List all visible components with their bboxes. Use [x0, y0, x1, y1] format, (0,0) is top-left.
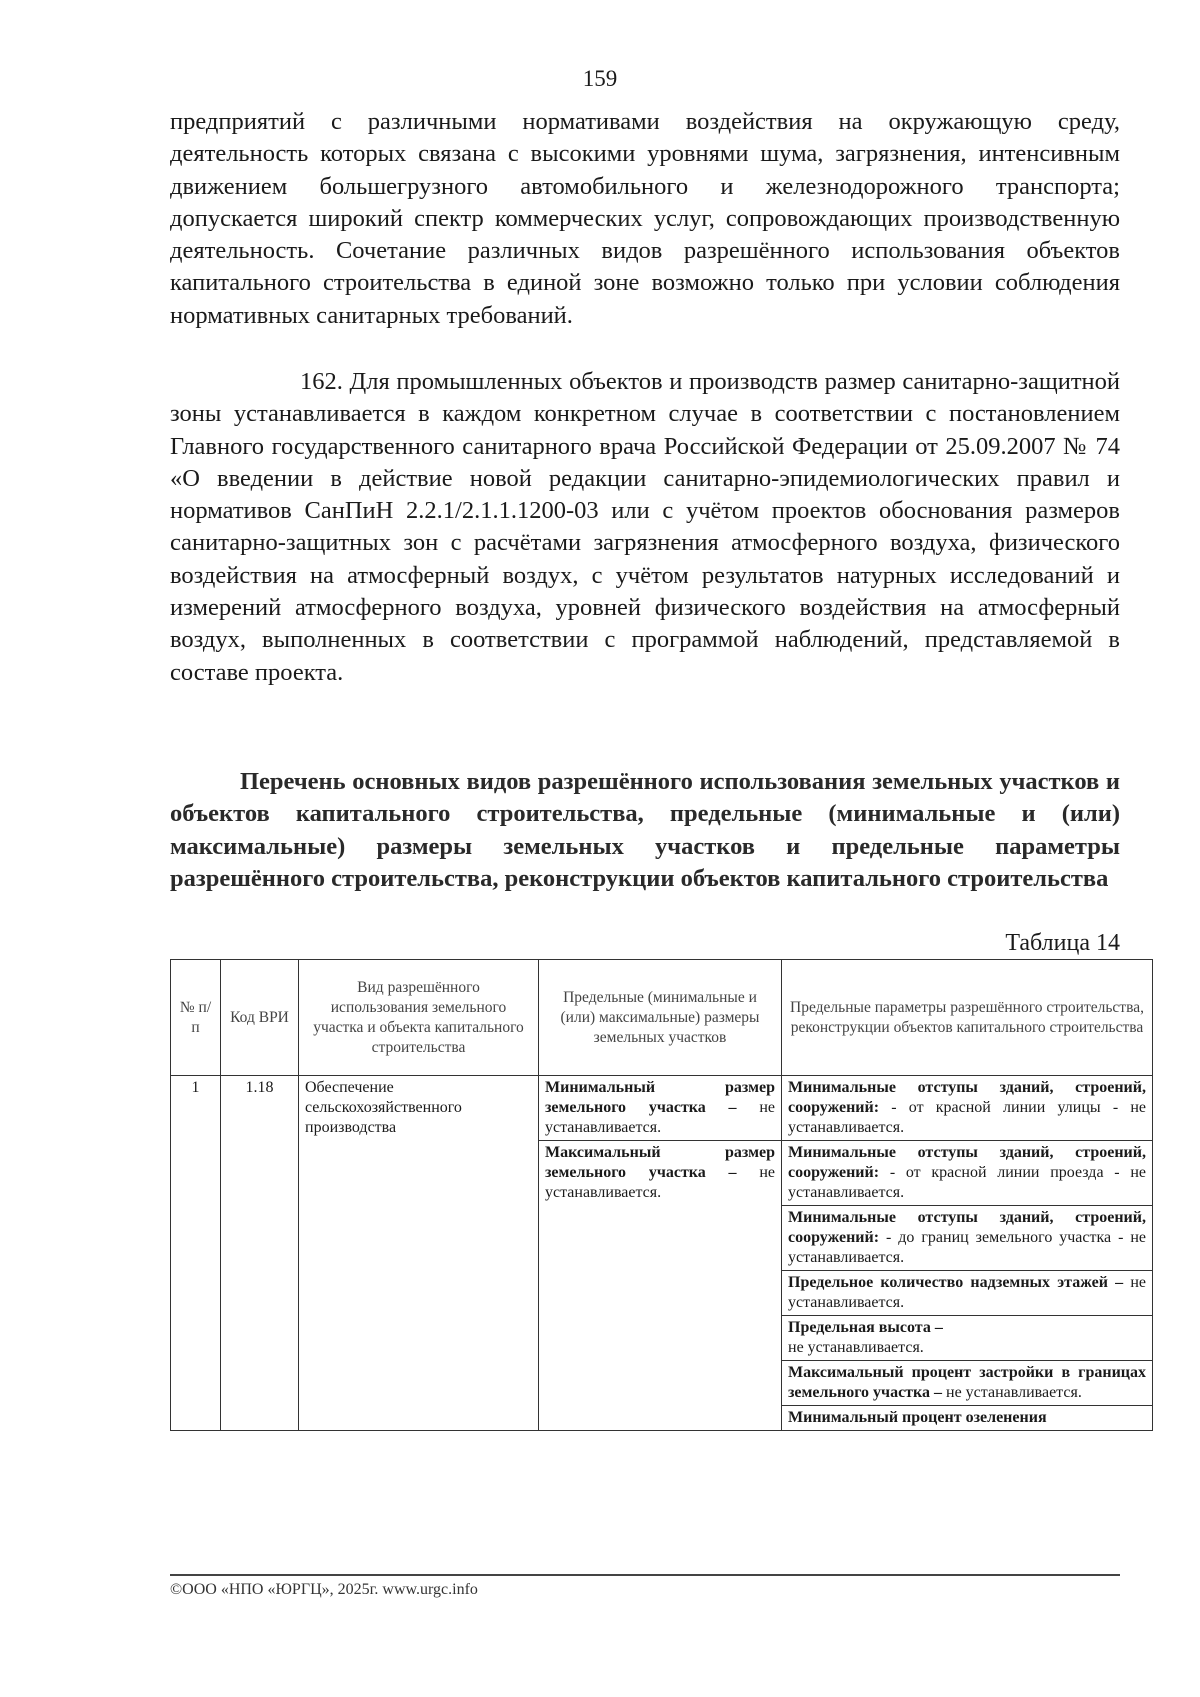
table-row [171, 1076, 1153, 1141]
cell-param [782, 1141, 1153, 1206]
max-size-value: не устанавливается. [545, 1164, 776, 1201]
cell-param [782, 1076, 1153, 1141]
header-size: Предельные (минимальные и (или) максимальные) размеры земельных участков [539, 960, 782, 1076]
min-size-value: не устанавливается. [545, 1099, 776, 1136]
page-number: 159 [582, 66, 618, 91]
cell-code: 1.18 [221, 1076, 299, 1431]
cell-param [782, 1361, 1153, 1406]
header-code: Код ВРИ [221, 960, 299, 1076]
min-size-label: Минимальный размер земельного участка – [545, 1079, 775, 1116]
cell-max-size [539, 1141, 782, 1431]
header-num: № п/п [171, 960, 221, 1076]
param-label: Минимальные отступы зданий, строений, сооружений: [788, 1079, 1146, 1116]
param-label: Предельное количество надземных этажей – [788, 1274, 1124, 1291]
param-label: Предельная высота – [788, 1319, 943, 1336]
cell-param [782, 1271, 1153, 1316]
param-value: - от красной линии улицы - не устанавливается. [788, 1099, 1147, 1136]
param-label: Минимальные отступы зданий, строений, сооружений: [788, 1144, 1146, 1181]
footer-divider [170, 1574, 1120, 1576]
param-value: не устанавливается. [788, 1339, 924, 1356]
cell-param [782, 1406, 1153, 1431]
footer-copyright: ©ООО «НПО «ЮРГЦ», 2025г. www.urgc.info [170, 1581, 478, 1598]
cell-min-size [539, 1076, 782, 1141]
vri-table [170, 959, 1153, 1431]
header-type: Вид разрешённого использования земельного участка и объекта капитального строительства [299, 960, 539, 1076]
cell-type: Обеспечение сельскохозяйственного производства [299, 1076, 539, 1431]
param-label: Минимальные отступы зданий, строений, сооружений: [788, 1209, 1146, 1246]
section-heading: Перечень основных видов разрешённого использования земельных участков и объектов капитального строительства, предельные (минимальные и (или) максимальные) размеры земельных участков и предельные параметры разрешённого строительства, реконструкции объектов капитального строительства [170, 768, 1120, 892]
cell-param [782, 1206, 1153, 1271]
cell-param [782, 1316, 1153, 1361]
max-size-label: Максимальный размер земельного участка – [545, 1144, 775, 1181]
table-caption: Таблица 14 [1005, 930, 1120, 956]
body-text [170, 106, 1120, 332]
table-header-row [171, 960, 1153, 1076]
param-label: Минимальный процент озеленения [788, 1409, 1047, 1426]
param-value: - от красной линии проезда - не устанавливается. [788, 1164, 1147, 1201]
param-label: Максимальный процент застройки в границах земельного участка – [788, 1364, 1146, 1401]
param-value: не устанавливается. [946, 1384, 1082, 1401]
header-params: Предельные параметры разрешённого строительства, реконструкции объектов капитального строительства [782, 960, 1153, 1076]
cell-num: 1 [171, 1076, 221, 1431]
paragraph-continuation: предприятий с различными нормативами воздействия на окружающую среду, деятельность которых связана с высокими уровнями шума, загрязнения, интенсивным движением большегрузного автомобильного и железнодорожного транспорта; допускается широкий спектр коммерческих услуг, сопровождающих производственную деятельность. Сочетание различных видов разрешённого использования объектов капитального строительства в единой зоне возможно только при условии соблюдения нормативных санитарных требований. [170, 108, 1120, 329]
param-value: - до границ земельного участка - не устанавливается. [788, 1229, 1147, 1266]
param-value: не устанавливается. [788, 1274, 1146, 1311]
paragraph-162: 162. Для промышленных объектов и производств размер санитарно-защитной зоны устанавливается в каждом конкретном случае в соответствии с постановлением Главного государственного санитарного врача Российской Федерации от 25.09.2007 № 74 «О введении в действие новой редакции санитарно-эпидемиологических правил и нормативов СанПиН 2.2.1/2.1.1.1200-03 или с учётом проектов обоснования размеров санитарно-защитных зон с расчётами загрязнения атмосферного воздуха, физического воздействия на атмосферный воздух, с учётом результатов натурных исследований и измерений атмосферного воздуха, уровней физического воздействия на атмосферный воздух, выполненных в соответствии с программой наблюдений, представляемой в составе проекта. [170, 368, 1120, 686]
body-text-162 [170, 366, 1120, 689]
